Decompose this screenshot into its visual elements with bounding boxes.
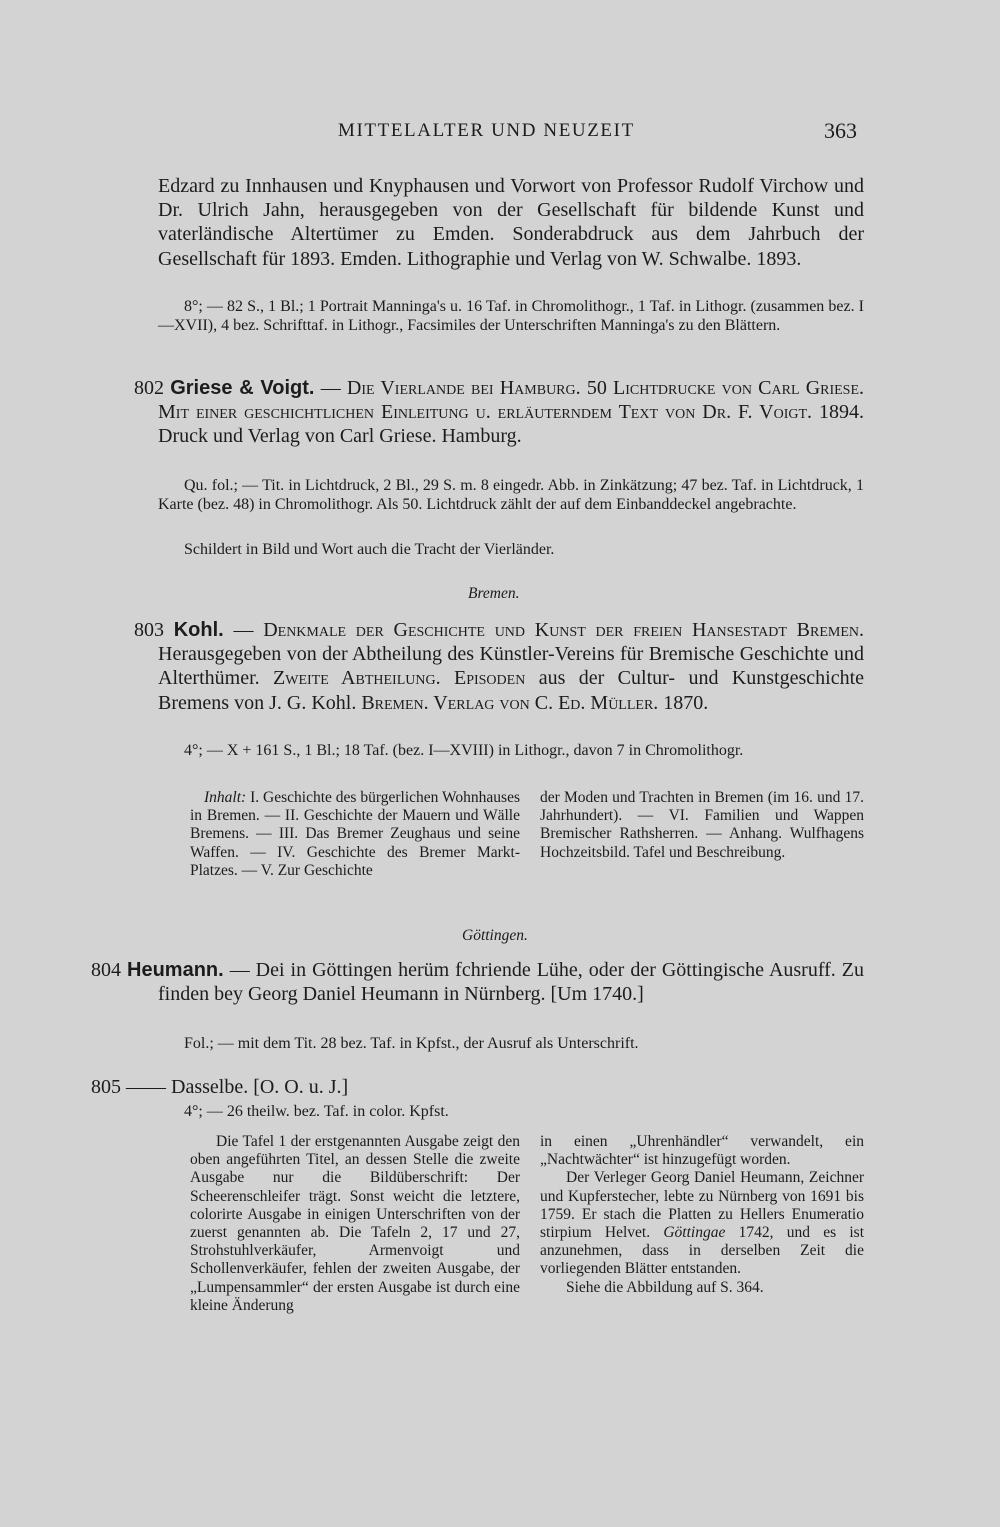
entry-number: 804 [91, 959, 121, 981]
entry-803 [134, 618, 864, 715]
entry-802-note: Schildert in Bild und Wort auch die Tracht der Vierländer. [184, 541, 555, 558]
entry-802 [134, 376, 864, 449]
entry-text: Herausgegeben von der Abtheilung des Künstler-Vereins für Bremische Geschichte und Alterthümer. [158, 643, 864, 690]
entry-803-contents-right: der Moden und Trachten in Bremen (im 16. und 17. Jahrhundert). — VI. Familien und Wappen Bremischer Rathsherren. — Anhang. Wulfhagens Hochzeitsbild. Tafel und Beschreibung. [540, 789, 864, 861]
section-heading-bremen: Bremen. [468, 585, 520, 602]
entry-author: Kohl. [173, 619, 224, 641]
entry-804 [91, 958, 864, 1006]
entry-title: — Die Vierlande bei Hamburg. 50 Lichtdrucke von Carl Griese. Mit einer geschichtlichen Einleitung u. erläuterndem Text von Dr. F. Voigt. [158, 377, 865, 424]
carryover-collation: 8°; — 82 S., 1 Bl.; 1 Portrait Manninga's u. 16 Taf. in Chromolithogr., 1 Taf. in Lithogr. (zusammen bez. I—XVII), 4 bez. Schrifttaf. in Lithogr., Facsimiles der Unterschriften Manninga's zu den Blättern. [158, 298, 864, 335]
entry-title: — Dei in Göttingen herüm fchriende Lühe, oder der Göttingische Ausruff. Zu finden bey Georg Daniel Heumann in Nürnberg. [Um 1740.] [158, 959, 865, 1006]
entry-805-note-left: Die Tafel 1 der erstgenannten Ausgabe zeigt den oben angeführten Titel, an dessen Stelle die zweite Ausgabe nur die Bildüberschrift: Der Scheerenschleifer trägt. Sonst weicht die letztere, colorirte Ausgabe in einigen Unterschriften von der zuerst genannten ab. Die Tafeln 2, 17 und 27, Strohstuhlverkäufer, Armenvoigt und Schollenverkäufer, fehlen der zweiten Ausgabe, der „Lumpensammler“ der ersten Ausgabe ist durch eine kleine Änderung [190, 1133, 520, 1314]
entry-title: Dasselbe. [O. O. u. J.] [171, 1076, 349, 1098]
entry-805 [91, 1075, 864, 1099]
entry-title: — Denkmale der Geschichte und Kunst der freien Hansestadt Bremen. [233, 619, 864, 641]
entry-number: 802 [134, 377, 164, 399]
carryover-text: Edzard zu Innhausen und Knyphausen und Vorwort von Professor Rudolf Virchow und Dr. Ulrich Jahn, herausgegeben von der Gesellschaft für bildende Kunst und vaterländische Altertümer zu Emden. Sonderabdruck aus dem Jahrbuch der Gesellschaft für 1893. Emden. Lithographie und Verlag von W. Schwalbe. 1893. [158, 175, 864, 270]
entry-author: Heumann. [127, 959, 224, 981]
entry-author: Griese & Voigt. [170, 377, 315, 399]
entry-dash: —— [126, 1076, 166, 1098]
entry-804-collation: Fol.; — mit dem Tit. 28 bez. Taf. in Kpfst., der Ausruf als Unterschrift. [184, 1035, 639, 1052]
inhalt-label: Inhalt: [204, 789, 247, 806]
entry-803-collation: 4°; — X + 161 S., 1 Bl.; 18 Taf. (bez. I—XVIII) in Lithogr., davon 7 in Chromolithogr. [184, 742, 744, 759]
running-head: MITTELALTER UND NEUZEIT [338, 120, 635, 141]
entry-subtitle: Zweite Abtheilung. Episoden [273, 667, 526, 690]
section-heading-goettingen: Göttingen. [462, 927, 528, 944]
entry-805-note-right: in einen „Uhrenhändler“ verwandelt, ein „Nachtwächter“ ist hinzugefügt worden. Der Verleger Georg Daniel Heumann, Zeichner und Kupferstecher, lebte zu Nürnberg von 1691 bis 1759. Er stach die Platten zu Hellers Enumeratio stirpium Helvet. Göttingae 1742, und es ist anzunehmen, dass in derselben Zeit die vorliegenden Blätter entstanden. Siehe die Abbildung auf S. 364. [540, 1133, 865, 1296]
page-number: 363 [824, 118, 857, 143]
entry-803-contents-left: Inhalt: I. Geschichte des bürgerlichen Wohnhauses in Bremen. — II. Geschichte der Mauern und Wälle Bremens. — III. Das Bremer Zeughaus und seine Waffen. — IV. Geschichte des Bremer Markt-Platzes. — V. Zur Geschichte [190, 789, 520, 879]
entry-805-collation: 4°; — 26 theilw. bez. Taf. in color. Kpfst. [184, 1103, 449, 1120]
entry-text: aus der Cultur- und Kunstgeschichte Bremens von J. G. Kohl. [158, 667, 865, 714]
entry-802-collation: Qu. fol.; — Tit. in Lichtdruck, 2 Bl., 29 S. m. 8 eingedr. Abb. in Zinkätzung; 47 bez. Taf. in Lichtdruck, 1 Karte (bez. 48) in Chromolithogr. Als 50. Lichtdruck zählt der auf dem Einbanddeckel angebrachte. [158, 477, 864, 514]
entry-number: 803 [134, 619, 164, 641]
entry-number: 805 [91, 1076, 121, 1098]
entry-year: 1870. [663, 691, 709, 714]
page-header [0, 118, 1000, 152]
entry-imprint: 1894. Druck und Verlag von Carl Griese. Hamburg. [158, 401, 864, 448]
entry-imprint: Bremen. Verlag von C. Ed. Müller. [361, 691, 659, 714]
